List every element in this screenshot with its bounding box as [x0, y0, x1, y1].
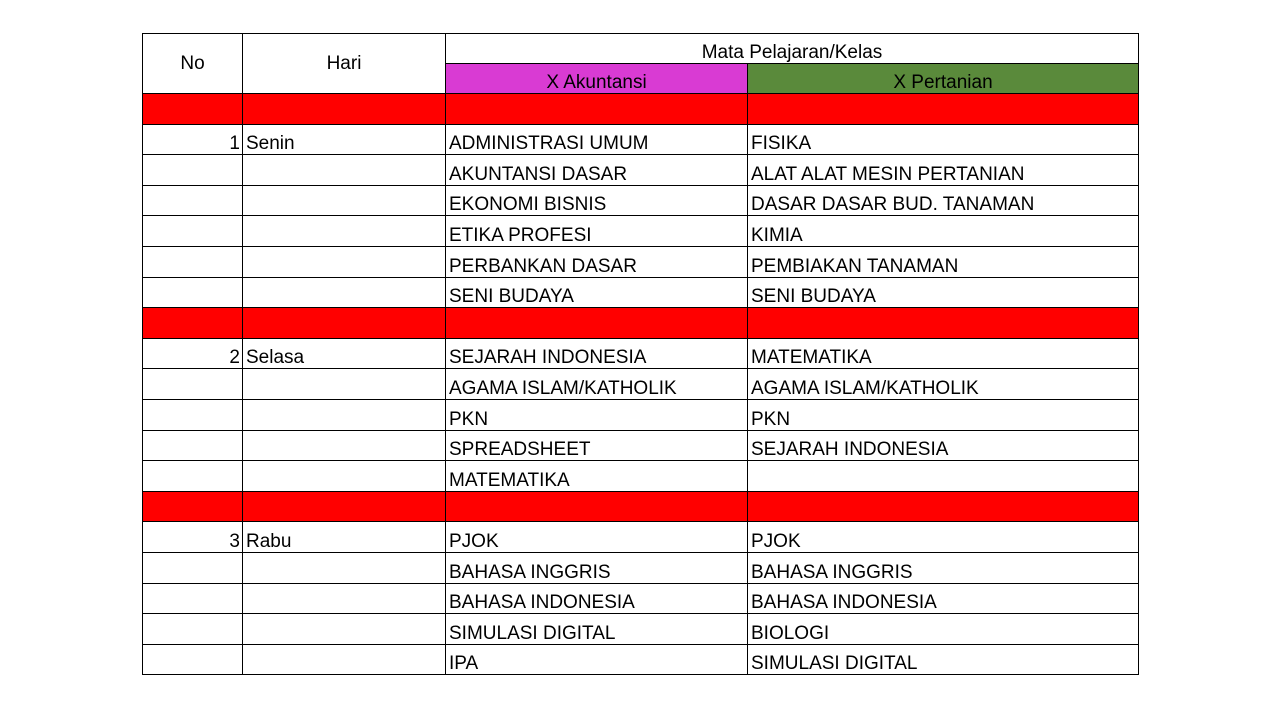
day-number-cell	[143, 614, 243, 645]
day-name-cell	[243, 246, 446, 277]
day-number-cell	[143, 185, 243, 216]
day-separator-row	[143, 308, 1139, 339]
subject-pertanian-cell: PJOK	[748, 522, 1139, 553]
day-name-cell	[243, 369, 446, 400]
separator-cell	[748, 308, 1139, 339]
subject-akuntansi-cell: ADMINISTRASI UMUM	[446, 124, 748, 155]
day-number-cell	[143, 644, 243, 675]
subject-akuntansi-cell: SEJARAH INDONESIA	[446, 338, 748, 369]
day-number-cell	[143, 461, 243, 492]
table-row	[143, 185, 1139, 216]
header-subject-class: Mata Pelajaran/Kelas	[446, 34, 1139, 64]
table-row	[143, 522, 1139, 553]
subject-pertanian-cell: PKN	[748, 399, 1139, 430]
subject-pertanian-cell: MATEMATIKA	[748, 338, 1139, 369]
subject-akuntansi-cell: PJOK	[446, 522, 748, 553]
subject-pertanian-cell: SEJARAH INDONESIA	[748, 430, 1139, 461]
table-row	[143, 614, 1139, 645]
table-row	[143, 124, 1139, 155]
subject-pertanian-cell: PEMBIAKAN TANAMAN	[748, 246, 1139, 277]
day-number-cell	[143, 369, 243, 400]
subject-akuntansi-cell: BAHASA INDONESIA	[446, 583, 748, 614]
day-number-cell	[143, 246, 243, 277]
subject-pertanian-cell	[748, 461, 1139, 492]
day-name-cell: Selasa	[243, 338, 446, 369]
schedule-sheet	[142, 33, 1139, 675]
day-name-cell: Senin	[243, 124, 446, 155]
table-row	[143, 399, 1139, 430]
subject-akuntansi-cell: PKN	[446, 399, 748, 430]
schedule-table	[142, 33, 1139, 675]
header-hari: Hari	[243, 34, 446, 94]
header-no: No	[143, 34, 243, 94]
separator-cell	[243, 491, 446, 522]
subject-akuntansi-cell: SENI BUDAYA	[446, 277, 748, 308]
day-name-cell	[243, 216, 446, 247]
separator-cell	[446, 491, 748, 522]
table-row	[143, 246, 1139, 277]
day-number-cell	[143, 430, 243, 461]
separator-cell	[143, 94, 243, 125]
day-number-cell	[143, 155, 243, 186]
header-class-pertanian: X Pertanian	[748, 64, 1139, 94]
subject-pertanian-cell: BAHASA INDONESIA	[748, 583, 1139, 614]
day-name-cell	[243, 644, 446, 675]
subject-akuntansi-cell: IPA	[446, 644, 748, 675]
day-separator-row	[143, 94, 1139, 125]
day-name-cell	[243, 461, 446, 492]
day-name-cell	[243, 430, 446, 461]
day-number-cell	[143, 277, 243, 308]
subject-pertanian-cell: ALAT ALAT MESIN PERTANIAN	[748, 155, 1139, 186]
separator-cell	[446, 308, 748, 339]
day-number-cell	[143, 216, 243, 247]
subject-pertanian-cell: BIOLOGI	[748, 614, 1139, 645]
subject-pertanian-cell: BAHASA INGGRIS	[748, 552, 1139, 583]
table-row	[143, 338, 1139, 369]
table-row	[143, 552, 1139, 583]
day-number-cell	[143, 583, 243, 614]
separator-cell	[446, 94, 748, 125]
table-row	[143, 277, 1139, 308]
day-number-cell	[143, 552, 243, 583]
separator-cell	[243, 308, 446, 339]
table-row	[143, 644, 1139, 675]
day-separator-row	[143, 491, 1139, 522]
subject-pertanian-cell: SIMULASI DIGITAL	[748, 644, 1139, 675]
subject-pertanian-cell: KIMIA	[748, 216, 1139, 247]
subject-akuntansi-cell: SIMULASI DIGITAL	[446, 614, 748, 645]
subject-akuntansi-cell: EKONOMI BISNIS	[446, 185, 748, 216]
subject-akuntansi-cell: AGAMA ISLAM/KATHOLIK	[446, 369, 748, 400]
subject-pertanian-cell: DASAR DASAR BUD. TANAMAN	[748, 185, 1139, 216]
table-body	[143, 94, 1139, 675]
separator-cell	[748, 491, 1139, 522]
day-name-cell	[243, 185, 446, 216]
day-number-cell: 3	[143, 522, 243, 553]
subject-akuntansi-cell: BAHASA INGGRIS	[446, 552, 748, 583]
subject-akuntansi-cell: SPREADSHEET	[446, 430, 748, 461]
subject-akuntansi-cell: MATEMATIKA	[446, 461, 748, 492]
day-number-cell: 1	[143, 124, 243, 155]
subject-akuntansi-cell: PERBANKAN DASAR	[446, 246, 748, 277]
separator-cell	[143, 308, 243, 339]
header-class-akuntansi: X Akuntansi	[446, 64, 748, 94]
day-name-cell	[243, 399, 446, 430]
day-name-cell: Rabu	[243, 522, 446, 553]
subject-pertanian-cell: FISIKA	[748, 124, 1139, 155]
subject-pertanian-cell: SENI BUDAYA	[748, 277, 1139, 308]
day-name-cell	[243, 614, 446, 645]
day-number-cell: 2	[143, 338, 243, 369]
day-name-cell	[243, 583, 446, 614]
table-row	[143, 461, 1139, 492]
subject-pertanian-cell: AGAMA ISLAM/KATHOLIK	[748, 369, 1139, 400]
table-row	[143, 369, 1139, 400]
subject-akuntansi-cell: ETIKA PROFESI	[446, 216, 748, 247]
table-row	[143, 216, 1139, 247]
separator-cell	[748, 94, 1139, 125]
table-row	[143, 583, 1139, 614]
table-header	[143, 34, 1139, 94]
separator-cell	[243, 94, 446, 125]
table-row	[143, 430, 1139, 461]
separator-cell	[143, 491, 243, 522]
day-number-cell	[143, 399, 243, 430]
subject-akuntansi-cell: AKUNTANSI DASAR	[446, 155, 748, 186]
day-name-cell	[243, 155, 446, 186]
day-name-cell	[243, 552, 446, 583]
day-name-cell	[243, 277, 446, 308]
table-row	[143, 155, 1139, 186]
